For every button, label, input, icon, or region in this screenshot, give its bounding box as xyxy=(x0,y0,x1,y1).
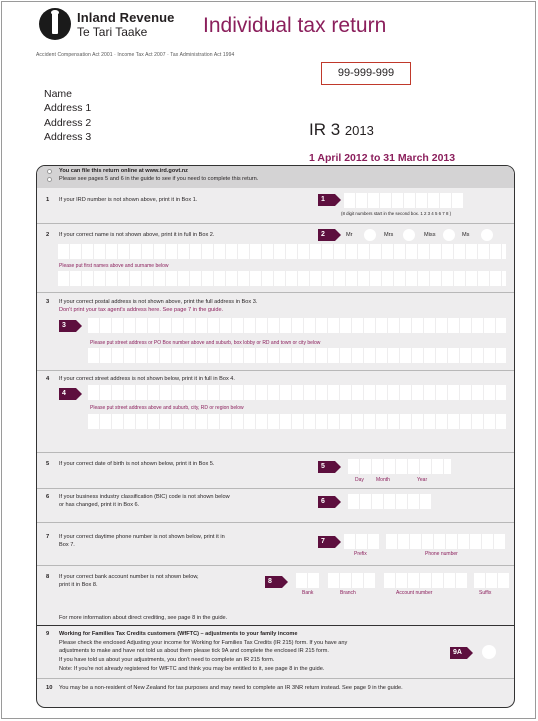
section-7-number: 7 xyxy=(46,534,50,540)
form-year: 2013 xyxy=(344,123,374,138)
account-number-label: Account number xyxy=(396,590,433,596)
section-3-text2: Don't print your tax agent's address here. See page 7 in the guide. xyxy=(59,307,224,313)
postal-address-line1[interactable] xyxy=(88,318,506,333)
dob-month-label: Month xyxy=(376,477,390,483)
intro-guide: Please see pages 5 and 6 in the guide to see if you need to complete this return. xyxy=(59,176,259,182)
title-mr: Mr xyxy=(346,232,353,238)
section-8-number: 8 xyxy=(46,574,50,580)
address-name: Name xyxy=(44,88,73,100)
divider xyxy=(37,678,514,679)
divider xyxy=(37,292,514,293)
form-code xyxy=(309,120,374,140)
section-8-note: For more information about direct crediting, see page 8 in the guide. xyxy=(59,615,228,621)
page-title: Individual tax return xyxy=(203,14,387,37)
phone-prefix-field[interactable] xyxy=(344,534,380,549)
surname-field[interactable] xyxy=(58,271,506,286)
section-2-text: If your correct name is not shown above, print it in full in Box 2. xyxy=(59,232,215,238)
cell[interactable] xyxy=(368,193,379,208)
section-2-note: Please put first names above and surname below xyxy=(59,263,169,269)
box-5-tag: 5 xyxy=(318,461,335,473)
box-8-tag: 8 xyxy=(265,576,282,588)
section-5-number: 5 xyxy=(46,461,50,467)
logo-i xyxy=(52,13,58,34)
box-1-tag: 1 xyxy=(318,194,335,206)
divider xyxy=(37,370,514,371)
cell[interactable] xyxy=(428,193,439,208)
section-8-text: If your correct bank account number is not shown below, xyxy=(59,574,199,580)
dob-field[interactable] xyxy=(348,459,451,474)
ird-number: 99-999-999 xyxy=(321,62,411,85)
section-4-note: Please put street address above and suburb, city, RD or region below xyxy=(90,405,244,411)
cell[interactable] xyxy=(380,193,391,208)
first-names-field[interactable] xyxy=(58,244,506,259)
address-line-2: Address 2 xyxy=(44,117,92,129)
cell[interactable] xyxy=(452,193,463,208)
street-address-line1[interactable] xyxy=(88,385,506,400)
radio-miss[interactable] xyxy=(443,229,455,241)
form-code-text: IR 3 xyxy=(309,120,341,139)
cell[interactable] xyxy=(356,193,367,208)
dob-day-label: Day xyxy=(355,477,364,483)
section-3-note: Please put street address or PO Box number above and suburb, box lobby or RD and town or city below xyxy=(90,340,321,346)
section-9-line2: adjustments to make and have not told us about them please tick 9A and complete the enclosed IR 215 form. xyxy=(59,648,329,654)
cell[interactable] xyxy=(440,193,451,208)
divider xyxy=(37,452,514,453)
title-miss: Miss xyxy=(424,232,436,238)
street-address-line2[interactable] xyxy=(88,414,506,429)
period: 1 April 2012 to 31 March 2013 xyxy=(309,152,456,164)
radio-mrs[interactable] xyxy=(403,229,415,241)
cell[interactable] xyxy=(416,193,427,208)
branch-field[interactable] xyxy=(328,573,376,588)
box-3-tag: 3 xyxy=(59,320,76,332)
title-ms: Ms xyxy=(462,232,470,238)
radio-ms[interactable] xyxy=(481,229,493,241)
section-6-number: 6 xyxy=(46,494,50,500)
divider xyxy=(37,522,514,523)
bullet-icon xyxy=(47,177,52,182)
checkbox-9a[interactable] xyxy=(482,645,496,659)
section-8-text2: print it in Box 8. xyxy=(59,582,98,588)
suffix-label: Suffix xyxy=(479,590,492,596)
phone-number-field[interactable] xyxy=(386,534,506,549)
dob-year-label: Year xyxy=(417,477,428,483)
phone-number-label: Phone number xyxy=(425,551,458,557)
section-9-heading: Working for Families Tax Credits customers (WfFTC) – adjustments to your family income xyxy=(59,631,298,637)
section-3-text: If your correct postal address is not shown above, print the full address in Box 3. xyxy=(59,299,258,305)
postal-address-line2[interactable] xyxy=(88,348,506,363)
box-9a-tag: 9A xyxy=(450,647,467,659)
section-10-text: You may be a non-resident of New Zealand for tax purposes and may need to complete an IR 3NR return instead. See page 9 in the guide. xyxy=(59,685,403,691)
box-4-tag: 4 xyxy=(59,388,76,400)
section-7-text: If your correct daytime phone number is not shown below, print it in xyxy=(59,534,225,540)
ird-cells[interactable] xyxy=(344,193,463,208)
section-2-number: 2 xyxy=(46,232,50,238)
section-1-number: 1 xyxy=(46,197,50,203)
divider xyxy=(37,565,514,566)
cell[interactable] xyxy=(344,193,355,208)
intro-online: You can file this return online at www.ird.govt.nz xyxy=(59,168,188,174)
section-9-number: 9 xyxy=(46,631,50,637)
bic-field[interactable] xyxy=(348,494,432,509)
section-10-number: 10 xyxy=(46,685,53,691)
box-7-tag: 7 xyxy=(318,536,335,548)
divider xyxy=(37,488,514,489)
address-line-3: Address 3 xyxy=(44,131,92,143)
section-4-text: If your correct street address is not shown below, print it in full in Box 4. xyxy=(59,376,235,382)
bank-field[interactable] xyxy=(296,573,320,588)
title-mrs: Mrs xyxy=(384,232,394,238)
section-9-line4: Note: If you're not already registered for WfFTC and think you may be entitled to it, see page 8 in the guide. xyxy=(59,666,325,672)
phone-prefix-label: Prefix xyxy=(354,551,367,557)
radio-mr[interactable] xyxy=(364,229,376,241)
bullet-icon xyxy=(47,169,52,174)
cell[interactable] xyxy=(392,193,403,208)
section-6-text: If your business industry classification (BIC) code is not shown below xyxy=(59,494,230,500)
section-9-line1: Please check the enclosed Adjusting your income for Working for Families Tax Credits (IR 215) form. If you have any xyxy=(59,640,348,646)
section-3-number: 3 xyxy=(46,299,50,305)
section-9-line3: If you have told us about your adjustments, you don't need to complete an IR 215 form. xyxy=(59,657,275,663)
suffix-field[interactable] xyxy=(474,573,510,588)
section-1-text: If your IRD number is not shown above, print it in Box 1. xyxy=(59,197,198,203)
section-4-number: 4 xyxy=(46,376,50,382)
box-2-tag: 2 xyxy=(318,229,335,241)
section-5-text: If your correct date of birth is not shown below, print it in Box 5. xyxy=(59,461,215,467)
brand-maori: Te Tari Taake xyxy=(77,25,148,39)
account-number-field[interactable] xyxy=(384,573,468,588)
brand-name: Inland Revenue xyxy=(77,10,175,25)
section-1-note: (8 digit numbers start in the second box. 1 2 3 4 5 6 7 8 ) xyxy=(341,211,452,216)
cell[interactable] xyxy=(404,193,415,208)
divider xyxy=(37,223,514,224)
divider xyxy=(37,625,514,626)
acts-line: Accident Compensation Act 2001 · Income Tax Act 2007 · Tax Administration Act 1994 xyxy=(36,52,235,58)
bank-label: Bank xyxy=(302,590,314,596)
section-7-text2: Box 7. xyxy=(59,542,75,548)
branch-label: Branch xyxy=(340,590,356,596)
box-6-tag: 6 xyxy=(318,496,335,508)
section-6-text2: or has changed, print it in Box 6. xyxy=(59,502,140,508)
address-line-1: Address 1 xyxy=(44,102,92,114)
